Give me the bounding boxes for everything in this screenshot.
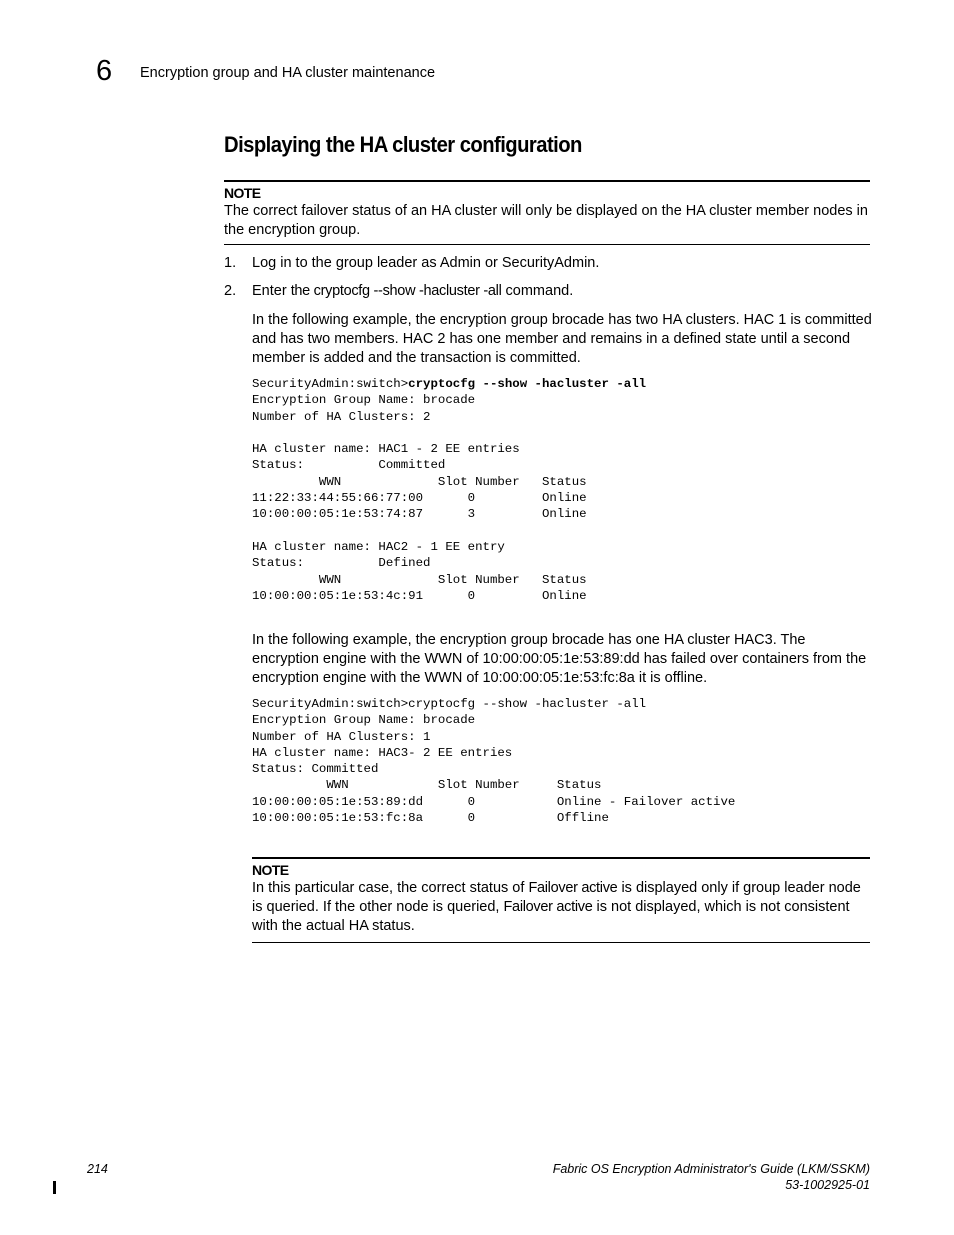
note-text — [252, 879, 870, 936]
document-number: 53-1002925-01 — [785, 1178, 870, 1192]
note-text: The correct failover status of an HA cluster will only be displayed on the HA cluster member nodes in the encryption group. — [224, 203, 868, 238]
page-number: 214 — [87, 1162, 108, 1176]
note-label: NOTE — [224, 185, 261, 201]
step-number: 2. — [224, 283, 237, 299]
failover-active-keyword: Failover active — [503, 899, 593, 915]
chapter-number: 6 — [96, 55, 113, 87]
change-bar — [53, 1181, 56, 1194]
note-text-part: In this particular case, the correct status of — [252, 880, 529, 896]
note-label: NOTE — [252, 862, 289, 878]
note-box-1 — [224, 180, 870, 245]
command-name: the cryptocfg --show -hacluster -all — [290, 283, 502, 299]
document-title: Fabric OS Encryption Administrator's Guide (LKM/SSKM) — [552, 1162, 870, 1176]
code-block-2: SecurityAdmin:switch>cryptocfg --show -hacluster -all Encryption Group Name: brocade Number of HA Clusters: 1 HA cluster name: HAC3- 2 EE entries Status: Committed WWN Slot Number Status 10:00:00:05:1e:53:89:dd 0 Online - Failover active 10:00:00:05:1e:53:fc:8a 0 Offline — [252, 697, 736, 826]
step-prefix: Enter — [252, 283, 291, 299]
example-paragraph-1: In the following example, the encryption group brocade has two HA clusters. HAC 1 is committed and has two members. HAC 2 has one member and remains in a defined state until a second member is added and the transaction is committed. — [252, 312, 872, 366]
chapter-title: Encryption group and HA cluster maintenance — [140, 65, 436, 81]
failover-active-keyword: Failover active — [528, 880, 618, 896]
note-text-part: is displayed only if group leader node is queried. If the other node is queried, — [252, 880, 861, 915]
code-command: cryptocfg --show -hacluster -all — [408, 377, 647, 391]
example-paragraph-2: In the following example, the encryption group brocade has one HA cluster HAC3. The encryption engine with the WWN of 10:00:00:05:1e:53:89:dd has failed over containers from the encryption engine with the WWN of 10:00:00:05:1e:53:fc:8a it is offline. — [252, 632, 867, 686]
note-box-2 — [252, 857, 870, 943]
code-block-1 — [252, 376, 646, 604]
step-suffix: command. — [501, 283, 574, 299]
note-text-part: is not displayed, which is not consistent with the actual HA status. — [252, 899, 850, 934]
section-title: Displaying the HA cluster configuration — [224, 132, 582, 157]
code-output: Encryption Group Name: brocade Number of HA Clusters: 2 HA cluster name: HAC1 - 2 EE entries Status: Committed WWN Slot Number Status 11:22:33:44:55:66:77:00 0 Online 10:00:00:05:1e:53:74:87 3 Online HA cluster name: HAC2 - 1 EE entry Status: Defined WWN Slot Number Status 10:00:00:05:1e:53:4c:91 0 Online — [252, 393, 587, 603]
step-text — [252, 283, 573, 299]
code-prompt: SecurityAdmin:switch> — [252, 377, 409, 391]
step-number: 1. — [224, 255, 237, 271]
step-text: Log in to the group leader as Admin or SecurityAdmin. — [252, 255, 600, 271]
